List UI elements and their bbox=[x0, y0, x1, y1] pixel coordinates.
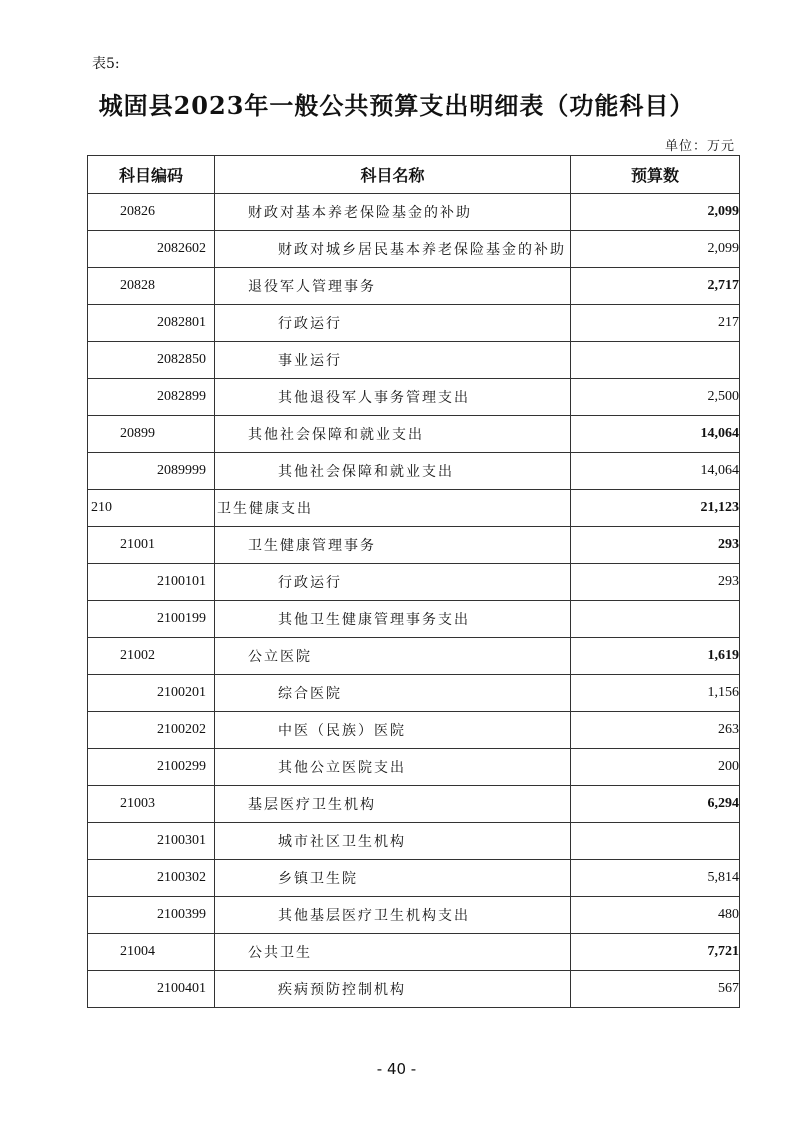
name-cell: 行政运行 bbox=[215, 305, 571, 342]
table-row bbox=[88, 342, 740, 379]
table-row bbox=[88, 453, 740, 490]
amount-cell: 6,294 bbox=[571, 786, 740, 823]
table-row bbox=[88, 823, 740, 860]
amount-cell: 200 bbox=[571, 749, 740, 786]
code-cell: 21001 bbox=[88, 527, 215, 564]
name-cell: 疾病预防控制机构 bbox=[215, 971, 571, 1008]
code-cell: 2082801 bbox=[88, 305, 215, 342]
amount-cell: 2,099 bbox=[571, 194, 740, 231]
name-cell: 退役军人管理事务 bbox=[215, 268, 571, 305]
code-cell: 2100401 bbox=[88, 971, 215, 1008]
table-row bbox=[88, 194, 740, 231]
name-cell: 公立医院 bbox=[215, 638, 571, 675]
name-cell: 卫生健康管理事务 bbox=[215, 527, 571, 564]
name-cell: 综合医院 bbox=[215, 675, 571, 712]
table-row bbox=[88, 416, 740, 453]
code-cell: 21002 bbox=[88, 638, 215, 675]
code-cell: 2100301 bbox=[88, 823, 215, 860]
amount-cell: 2,500 bbox=[571, 379, 740, 416]
amount-cell: 480 bbox=[571, 897, 740, 934]
code-cell: 20899 bbox=[88, 416, 215, 453]
amount-cell: 21,123 bbox=[571, 490, 740, 527]
amount-cell: 2,717 bbox=[571, 268, 740, 305]
code-cell: 2100101 bbox=[88, 564, 215, 601]
name-cell: 公共卫生 bbox=[215, 934, 571, 971]
table-row bbox=[88, 638, 740, 675]
table-row bbox=[88, 527, 740, 564]
code-cell: 2100399 bbox=[88, 897, 215, 934]
table-row bbox=[88, 860, 740, 897]
table-row bbox=[88, 786, 740, 823]
code-cell: 2100299 bbox=[88, 749, 215, 786]
name-cell: 其他退役军人事务管理支出 bbox=[215, 379, 571, 416]
amount-cell: 567 bbox=[571, 971, 740, 1008]
budget-table bbox=[87, 155, 740, 1008]
name-cell: 其他社会保障和就业支出 bbox=[215, 453, 571, 490]
code-cell: 210 bbox=[88, 490, 215, 527]
name-cell: 其他基层医疗卫生机构支出 bbox=[215, 897, 571, 934]
table-row bbox=[88, 971, 740, 1008]
code-cell: 2082602 bbox=[88, 231, 215, 268]
name-cell: 财政对城乡居民基本养老保险基金的补助 bbox=[215, 231, 571, 268]
name-cell: 其他公立医院支出 bbox=[215, 749, 571, 786]
table-row bbox=[88, 231, 740, 268]
unit-label: 单位：万元 bbox=[664, 139, 735, 154]
name-cell: 财政对基本养老保险基金的补助 bbox=[215, 194, 571, 231]
name-cell: 乡镇卫生院 bbox=[215, 860, 571, 897]
header-code: 科目编码 bbox=[88, 156, 215, 194]
page-title: 城固县2023年一般公共预算支出明细表（功能科目） bbox=[98, 91, 695, 120]
table-row bbox=[88, 490, 740, 527]
header-name: 科目名称 bbox=[215, 156, 571, 194]
table-row bbox=[88, 268, 740, 305]
name-cell: 中医（民族）医院 bbox=[215, 712, 571, 749]
code-cell: 2082899 bbox=[88, 379, 215, 416]
table-row bbox=[88, 675, 740, 712]
table-row bbox=[88, 601, 740, 638]
amount-cell bbox=[571, 823, 740, 860]
code-cell: 2100202 bbox=[88, 712, 215, 749]
header-amount: 预算数 bbox=[571, 156, 740, 194]
amount-cell: 1,619 bbox=[571, 638, 740, 675]
name-cell: 基层医疗卫生机构 bbox=[215, 786, 571, 823]
name-cell: 其他社会保障和就业支出 bbox=[215, 416, 571, 453]
amount-cell: 14,064 bbox=[571, 453, 740, 490]
table-header-row bbox=[88, 156, 740, 194]
amount-cell: 14,064 bbox=[571, 416, 740, 453]
code-cell: 20826 bbox=[88, 194, 215, 231]
table-row bbox=[88, 934, 740, 971]
amount-cell: 293 bbox=[571, 527, 740, 564]
amount-cell: 293 bbox=[571, 564, 740, 601]
amount-cell: 5,814 bbox=[571, 860, 740, 897]
amount-cell: 2,099 bbox=[571, 231, 740, 268]
code-cell: 2100201 bbox=[88, 675, 215, 712]
name-cell: 城市社区卫生机构 bbox=[215, 823, 571, 860]
amount-cell: 217 bbox=[571, 305, 740, 342]
name-cell: 事业运行 bbox=[215, 342, 571, 379]
code-cell: 21003 bbox=[88, 786, 215, 823]
table-row bbox=[88, 564, 740, 601]
amount-cell: 7,721 bbox=[571, 934, 740, 971]
page-number: - 40 - bbox=[376, 1060, 417, 1078]
table-number-label: 表5: bbox=[92, 56, 120, 72]
amount-cell: 263 bbox=[571, 712, 740, 749]
amount-cell: 1,156 bbox=[571, 675, 740, 712]
code-cell: 2089999 bbox=[88, 453, 215, 490]
table-row bbox=[88, 379, 740, 416]
name-cell: 行政运行 bbox=[215, 564, 571, 601]
code-cell: 20828 bbox=[88, 268, 215, 305]
code-cell: 2100199 bbox=[88, 601, 215, 638]
amount-cell bbox=[571, 342, 740, 379]
table-row bbox=[88, 897, 740, 934]
table-row bbox=[88, 305, 740, 342]
table-row bbox=[88, 749, 740, 786]
code-cell: 21004 bbox=[88, 934, 215, 971]
code-cell: 2082850 bbox=[88, 342, 215, 379]
name-cell: 其他卫生健康管理事务支出 bbox=[215, 601, 571, 638]
amount-cell bbox=[571, 601, 740, 638]
table-row bbox=[88, 712, 740, 749]
code-cell: 2100302 bbox=[88, 860, 215, 897]
name-cell: 卫生健康支出 bbox=[215, 490, 571, 527]
